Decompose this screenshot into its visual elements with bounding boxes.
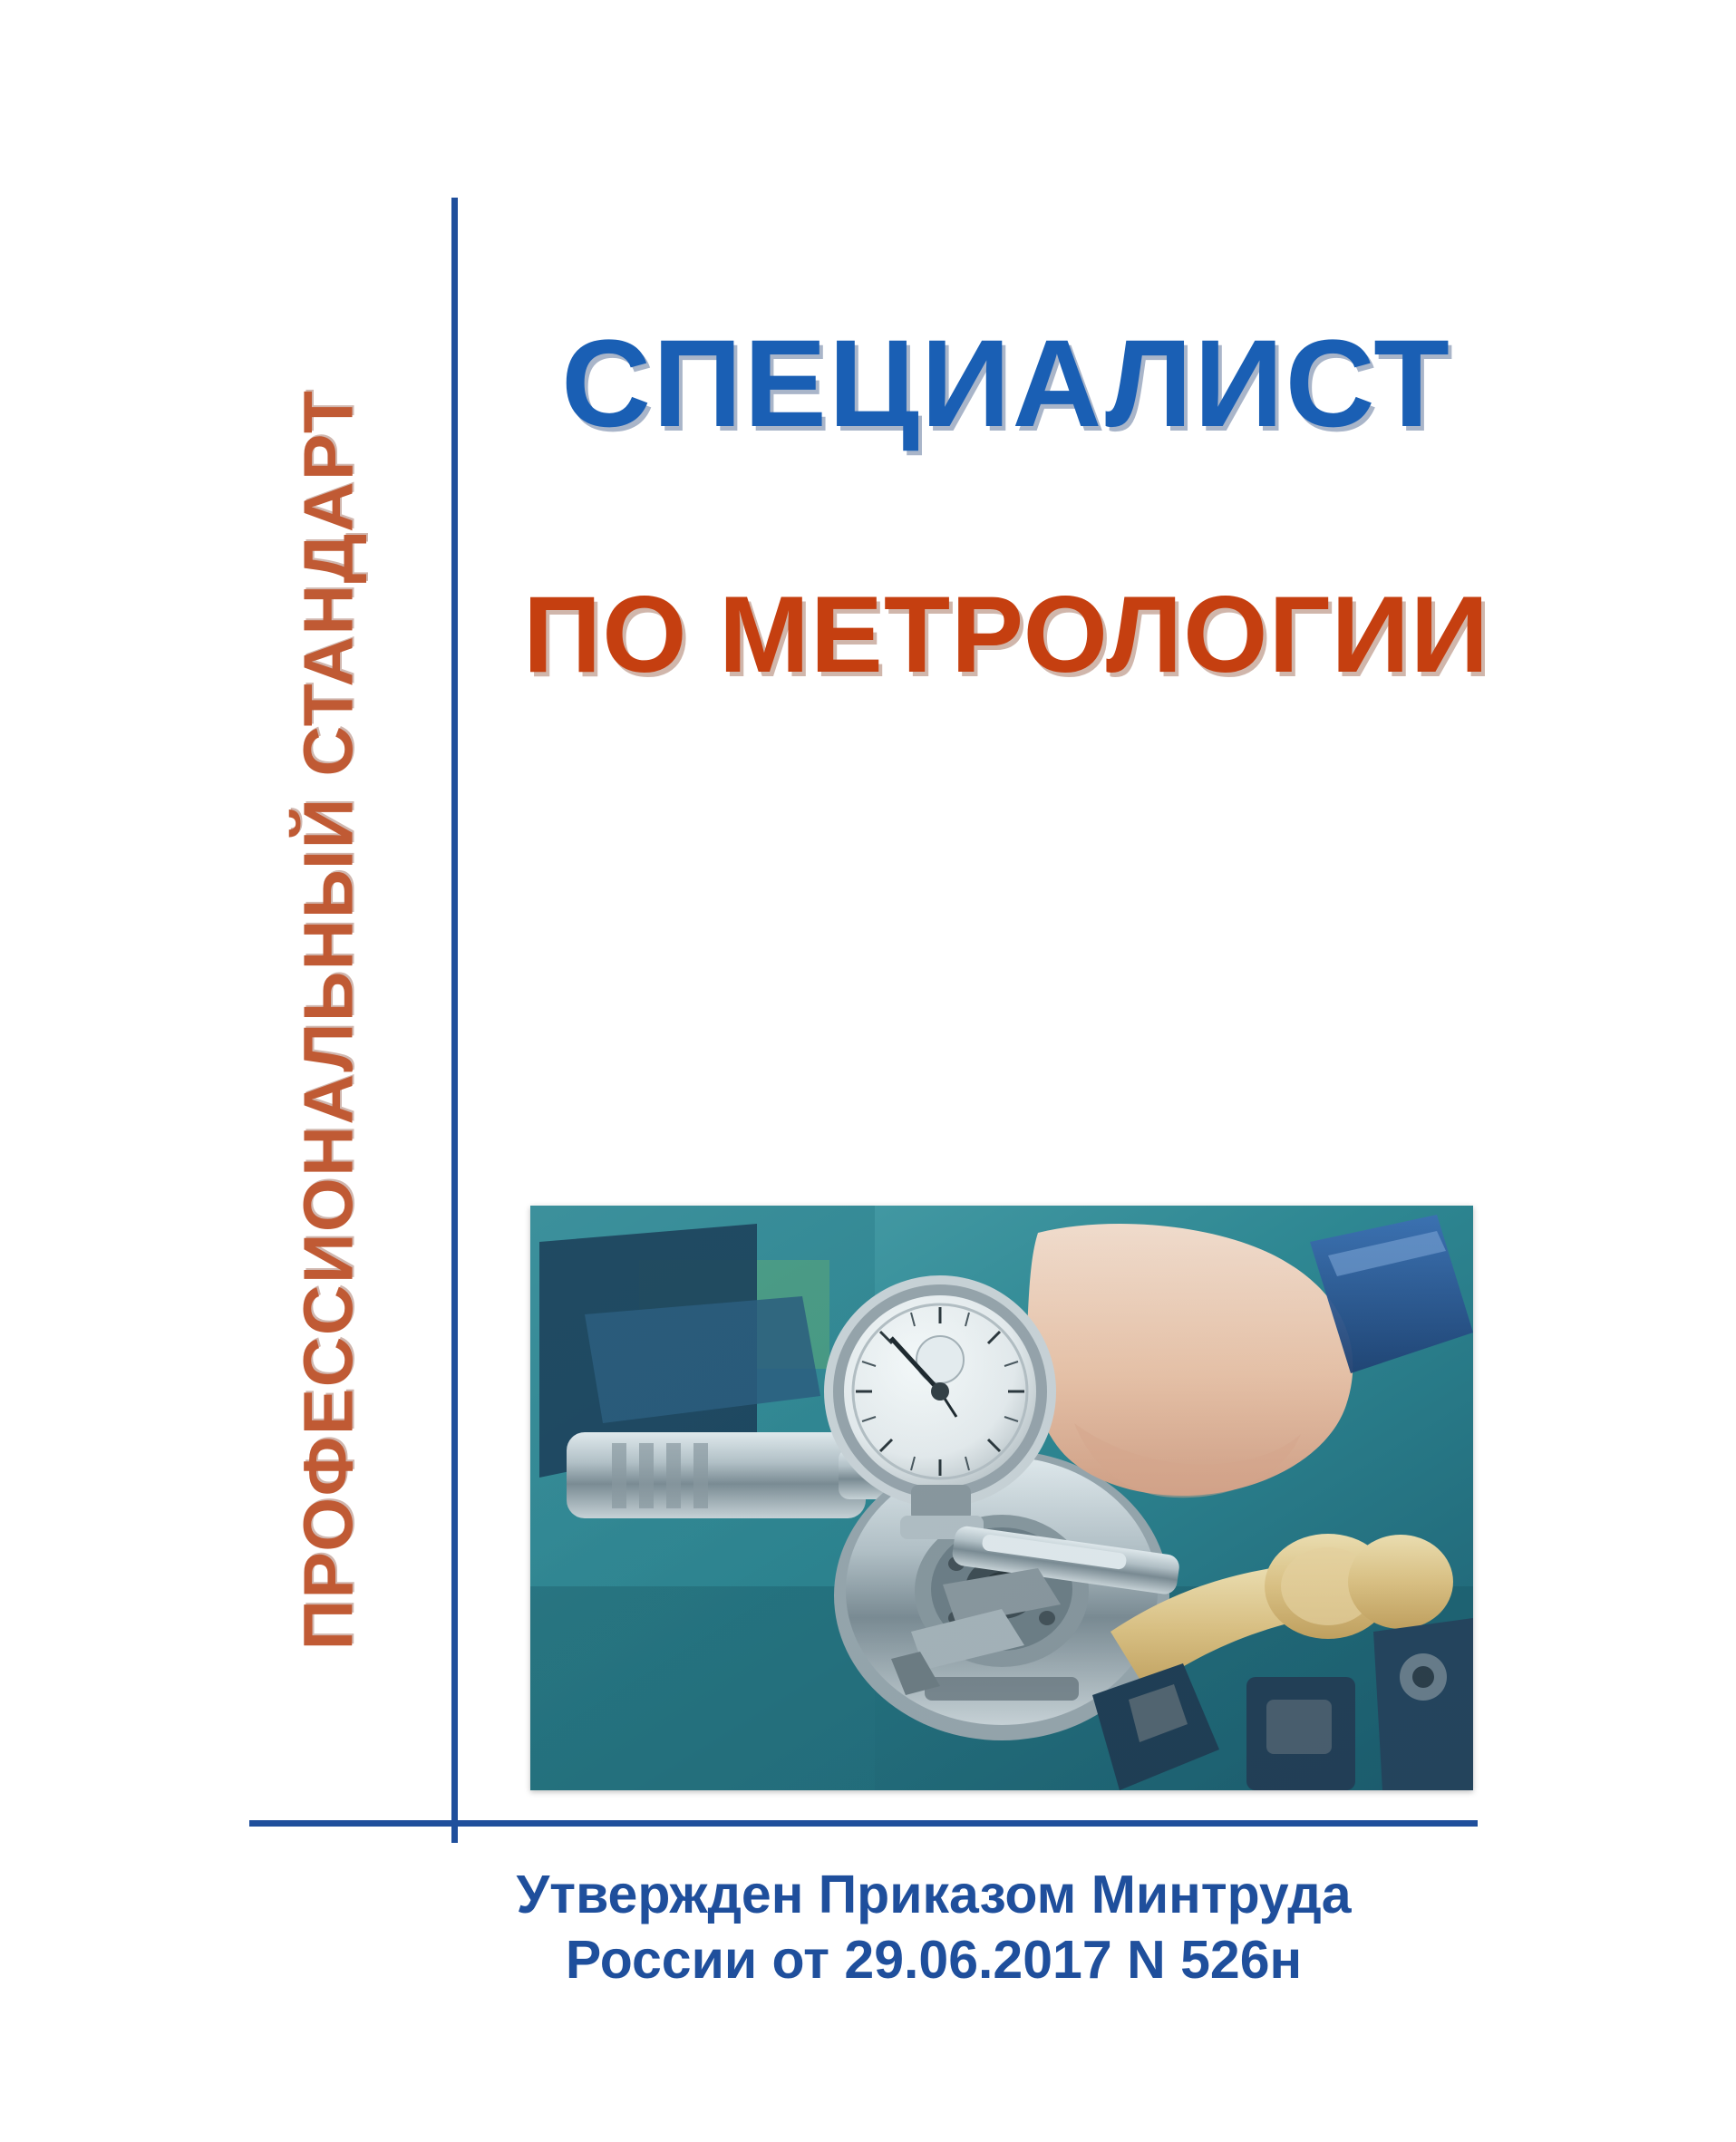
document-title-subtitle: ПО МЕТРОЛОГИИ [522,574,1490,695]
vertical-title: ПРОФЕССИОНАЛЬНЫЙ СТАНДАРТ [289,389,368,1651]
approval-line-1: Утвержден Приказом Минтруда [516,1865,1352,1924]
document-title-main: СПЕЦИАЛИСТ [561,315,1451,453]
horizontal-divider-line [249,1820,1478,1827]
approval-line-2: России от 29.06.2017 N 526н [565,1929,1303,1990]
vertical-title-container [243,190,415,1849]
vertical-divider-line [451,198,458,1843]
cover-photo-illustration [530,1206,1473,1790]
cover-photo [530,1206,1473,1790]
approval-text [390,1863,1478,1993]
